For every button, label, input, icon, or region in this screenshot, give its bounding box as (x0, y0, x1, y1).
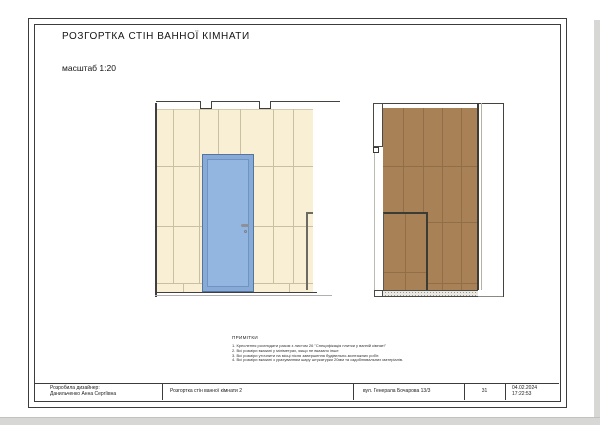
tile-joint (442, 108, 443, 290)
floor-line (155, 292, 317, 294)
floor-line-secondary (155, 295, 332, 296)
wall-outline-right (503, 103, 504, 297)
designer-cell (50, 385, 116, 397)
wall-outline-top (373, 103, 503, 104)
wall-return-line (306, 212, 313, 214)
floor-screed (375, 290, 478, 297)
date-cell (512, 385, 537, 397)
ceiling-line (156, 101, 200, 102)
tile-joint (428, 222, 478, 223)
duct-chase-step (373, 147, 379, 153)
door-panel (207, 159, 249, 287)
sheet-number-cell: 31 (481, 388, 488, 394)
title-block-divider (162, 383, 163, 400)
tile-joint (293, 109, 294, 283)
designer-role: Розробила дизайнер: (50, 385, 100, 391)
scale-label: масштаб 1:20 (62, 63, 116, 73)
door-handle (241, 224, 249, 227)
date-value: 04.02.2024 (512, 385, 538, 391)
tile-joint (428, 283, 478, 284)
tile-joint (461, 108, 462, 290)
floor-edge-box (374, 290, 383, 297)
title-block-divider (505, 383, 506, 400)
ceiling-line (212, 101, 259, 102)
title-block-top-line (34, 383, 559, 384)
wall-edge-line (477, 103, 479, 290)
wall-return-line (306, 212, 308, 290)
ceiling-line (271, 101, 340, 102)
tile-joint (273, 109, 274, 283)
tile-joint (403, 108, 404, 212)
page-title: РОЗГОРТКА СТІН ВАННОЇ КІМНАТИ (62, 31, 250, 42)
drawing-name-cell: Розгортка стін ванної кімнати 2 (170, 388, 242, 394)
tile-joint (173, 109, 174, 283)
tile-joint (383, 166, 478, 167)
page-shadow-bottom (0, 417, 600, 425)
tile-joint (199, 109, 200, 283)
notes-list (232, 344, 442, 363)
wall-corner-line (155, 103, 157, 297)
note-item: 2. Всі розміри вказані у міліметрах, якщо не вказано інше (232, 347, 339, 353)
duct-chase (373, 103, 383, 147)
note-item: 1. Креслення розглядати разом з листом 26 "Специфікація плитки у ванній кімнаті" (232, 343, 386, 348)
door (202, 154, 254, 292)
tile-joint (405, 214, 406, 290)
note-item: 3. Всі розміри уточнити на місці після завершення будівельно-монтажних робіт. (232, 352, 380, 358)
designer-name: Данильченко Анна Сергіївна (50, 391, 117, 398)
tile-joint (384, 272, 426, 273)
wall-edge-line (481, 103, 482, 290)
tile-joint (423, 108, 424, 212)
title-block-divider (353, 383, 354, 400)
notes-heading: ПРИМІТКИ (232, 335, 258, 340)
address-cell: вул. Генерала Бочарова 13/3 (363, 388, 431, 394)
floor-line (478, 296, 503, 297)
note-item: 4. Всі розміри вказані з урахуванням шару штукатурки 20мм та оздоблювальних матеріалів. (232, 357, 404, 363)
time-value: 17:22:53 (512, 391, 532, 398)
page-shadow-right (594, 20, 600, 417)
door-keyhole (244, 230, 247, 233)
